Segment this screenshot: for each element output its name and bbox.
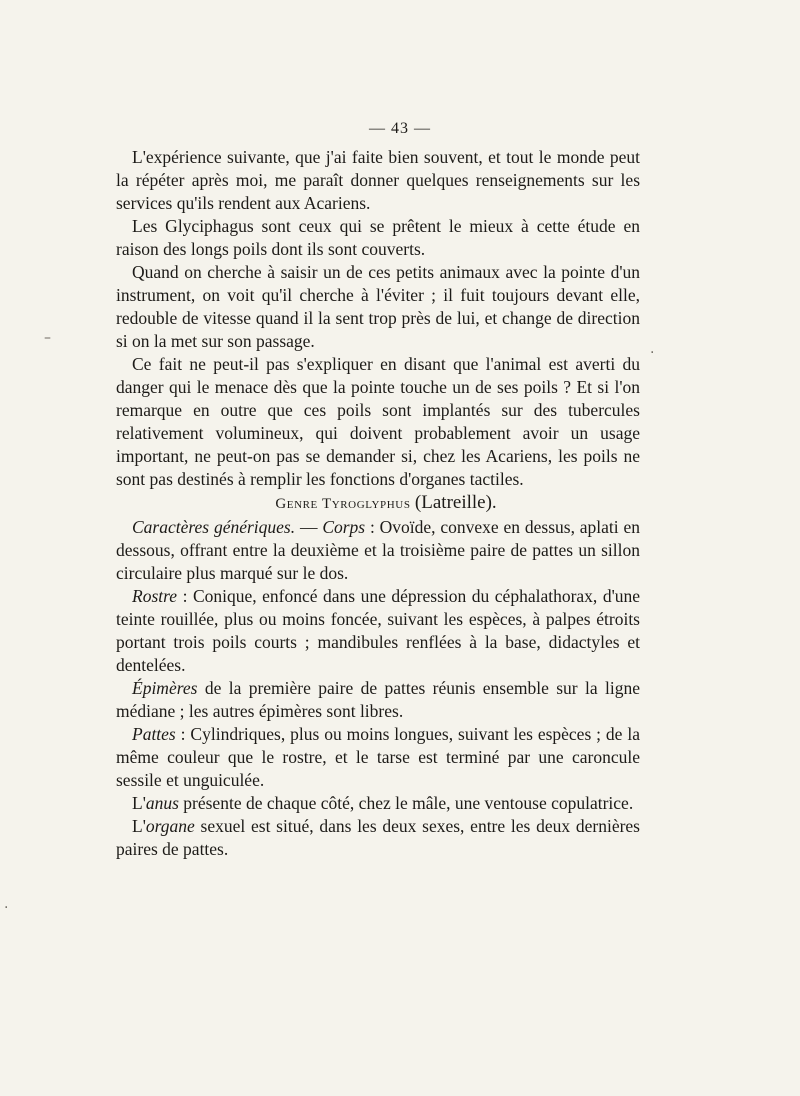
anus-text: présente de chaque côté, chez le mâle, une ventouse copulatrice. bbox=[178, 793, 634, 813]
paragraph-generic-characters bbox=[116, 516, 640, 585]
organe-text: sexuel est situé, dans les deux sexes, entre les deux dernières paires de pattes. bbox=[116, 816, 640, 859]
paragraph-experience: L'expérience suivante, que j'ai faite bien souvent, et tout le monde peut la répéter après moi, me paraît donner quelques renseignements sur les services qu'ils rendent aux Acariens. bbox=[116, 147, 640, 213]
section-heading bbox=[116, 491, 640, 516]
margin-speck: · bbox=[4, 900, 9, 916]
pattes-term: Pattes bbox=[132, 724, 176, 744]
pattes-text: : Cylindriques, plus ou moins longues, suivant les espèces ; de la même couleur que le rostre, et le tarse est terminé par une caroncule sessile et unguiculée. bbox=[116, 724, 640, 790]
margin-speck: · bbox=[650, 345, 655, 361]
genus-label: Genre Tyroglyphus bbox=[275, 496, 411, 512]
page-body bbox=[116, 146, 640, 861]
genus-author: (Latreille). bbox=[414, 492, 497, 513]
page-number: — 43 — bbox=[369, 120, 431, 137]
paragraph-tactile-hypothesis: Ce fait ne peut-il pas s'expliquer en disant que l'animal est averti du danger qui le menace dès que la pointe touche un de ses poils ? Et si l'on remarque en outre que ces poils sont implantés sur des tubercules relativement volumineux, qui doivent probablement avoir un usage important, ne peut-on pas se demander si, chez les Acariens, les poils ne sont pas destinés à remplir les fonctions d'organes tactiles. bbox=[116, 354, 640, 489]
organe-prefix: L' bbox=[132, 816, 146, 836]
margin-speck: – bbox=[44, 330, 51, 346]
organe-term: organe bbox=[145, 816, 195, 836]
anus-term: anus bbox=[145, 793, 179, 813]
epimeres-text: de la première paire de pattes réunis ensemble sur la ligne médiane ; les autres épimères sont libres. bbox=[116, 678, 640, 721]
rostre-term: Rostre bbox=[132, 586, 178, 606]
paragraph-rostre bbox=[116, 585, 640, 677]
paragraph-instrument: Quand on cherche à saisir un de ces petits animaux avec la pointe d'un instrument, on voit qu'il cherche à l'éviter ; il fuit toujours devant elle, redouble de vitesse quand il la sent trop près de lui, et change de direction si on la met sur son passage. bbox=[116, 262, 640, 351]
generic-dash: — bbox=[299, 517, 318, 537]
paragraph-pattes bbox=[116, 723, 640, 792]
corps-term: Corps bbox=[322, 517, 366, 537]
paragraph-organe bbox=[116, 815, 640, 861]
generic-characters-term: Caractères génériques. bbox=[132, 517, 296, 537]
epimeres-term: Épimères bbox=[132, 678, 198, 698]
corps-text: : Ovoïde, convexe en dessus, aplati en dessous, offrant entre la deuxième et la troisième paire de pattes un sillon circulaire plus marqué sur le dos. bbox=[116, 517, 641, 583]
paragraph-epimeres bbox=[116, 677, 640, 723]
rostre-text: : Conique, enfoncé dans une dépression du céphalathorax, d'une teinte rouillée, plus ou moins foncée, suivant les espèces, à palpes étroits portant trois poils courts ; mandibules renflées à la base, didactyles et dentelées. bbox=[116, 586, 640, 675]
paragraph-glyciphagus: Les Glyciphagus sont ceux qui se prêtent le mieux à cette étude en raison des longs poils dont ils sont couverts. bbox=[116, 216, 640, 259]
anus-prefix: L' bbox=[132, 793, 146, 813]
paragraph-anus bbox=[116, 792, 640, 815]
